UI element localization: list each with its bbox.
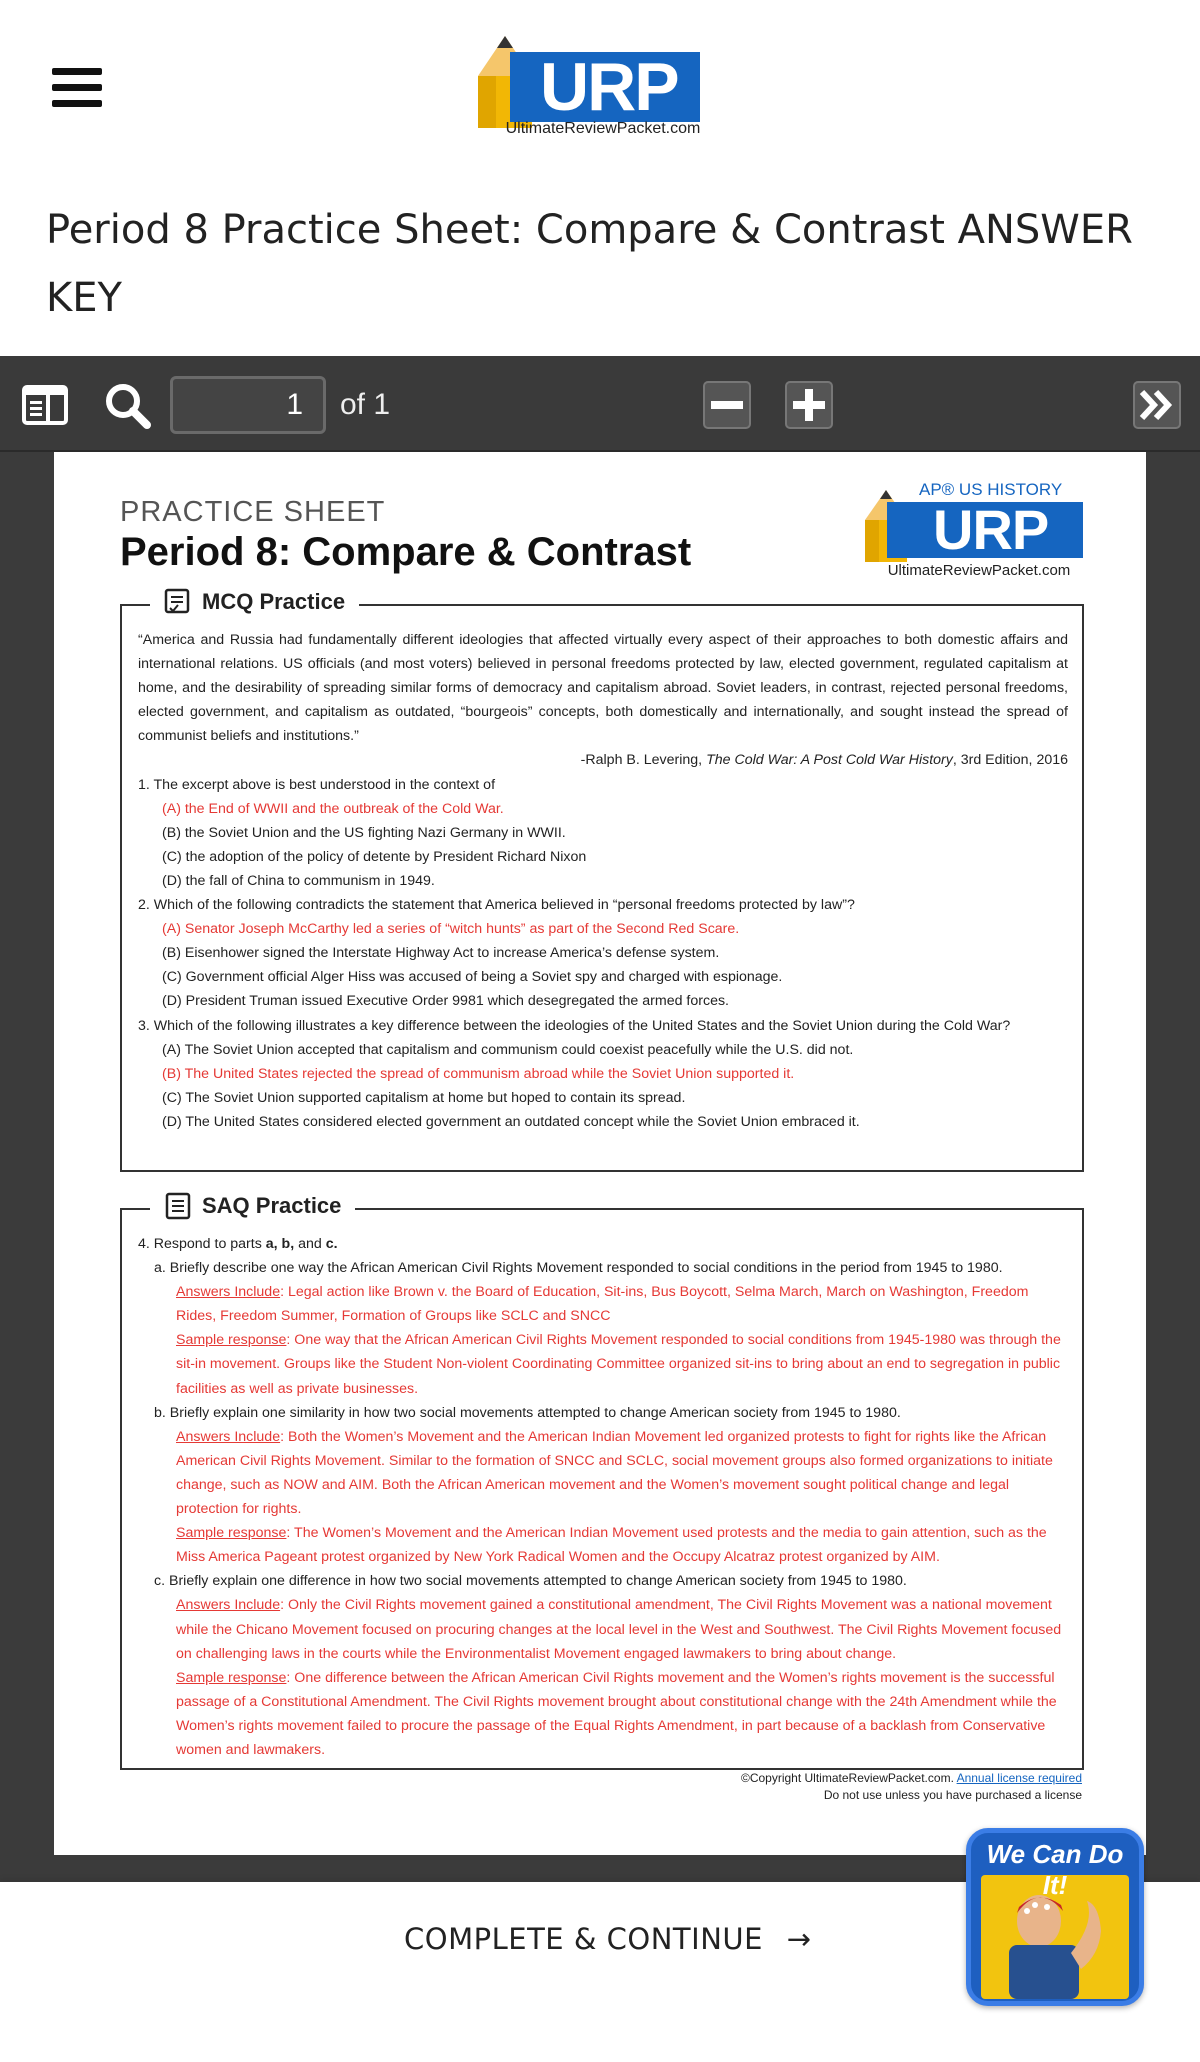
mcq-heading [150,588,359,616]
source-citation: -Ralph B. Levering, The Cold War: A Post Cold War History, 3rd Edition, 2016 [580,752,1068,769]
saq-section [120,1193,1084,1770]
sidebar-toggle-icon[interactable] [18,378,72,432]
menu-icon[interactable] [52,68,102,108]
logo-wordmark: URP [510,52,700,122]
pdf-page [54,452,1146,1855]
saq-part-c: c. Briefly explain one difference in how two social movements attempted to change American society from 1945 to 1980. [154,1573,907,1590]
answer-option: (D) The United States considered elected government an outdated concept while the Soviet Union embraced it. [162,1113,860,1130]
arrow-right-icon: → [786,1922,812,1956]
answer-option: (A) the End of WWII and the outbreak of the Cold War. [162,800,504,817]
answer-option: (D) President Truman issued Executive Order 9981 which desegregated the armed forces. [162,993,729,1010]
saq-part-b: b. Briefly explain one similarity in how two social movements attempted to change American society from 1945 to 1980. [154,1404,901,1421]
answer-option: (C) The Soviet Union supported capitalism at home but hoped to contain its spread. [162,1089,686,1106]
saq-body [138,1232,1068,1762]
saq-part-a: a. Briefly describe one way the African American Civil Rights Movement responded to social conditions in the period from 1945 to 1980. [154,1260,1003,1277]
document-title: Period 8: Compare & Contrast [120,530,692,574]
answer-option: (C) the adoption of the policy of detente by President Richard Nixon [162,848,587,865]
document-logo-url: UltimateReviewPacket.com [887,562,1071,579]
pdf-toolbar [0,356,1200,452]
copyright-notice: ©Copyright UltimateReviewPacket.com. Annual license required Do not use unless you have purchased a license [740,1771,1082,1802]
tools-expand-icon[interactable] [1130,378,1184,432]
complete-and-continue-button[interactable]: COMPLETE & CONTINUE → [404,1922,812,1956]
saq-heading [150,1192,355,1220]
badge-label: We Can Do It! [986,1839,1124,1900]
checklist-icon [164,588,192,616]
zoom-out-icon[interactable] [700,378,754,432]
saq-heading-label: SAQ Practice [202,1193,342,1218]
answer-option: (A) Senator Joseph McCarthy led a series of “witch hunts” as part of the Second Red Scare. [162,921,740,938]
source-quote: “America and Russia had fundamentally different ideologies that affected virtually every aspect of their approaches to both domestic affairs and international relations. US officials (and most voters) believed in personal freedoms protected by law, elected government, regulated capitalism at home, and the desirability of spreading similar forms of democracy and capitalism abroad. Soviet leaders, in contrast, rejected personal freedoms, elected government, and capitalism as outdated, “bourgeois” concepts, both domestically and internationally, and sought instead the spread of communist beliefs and institutions.” [138,632,1068,745]
sample-response: Sample response: One way that the African American Civil Rights Movement responded to social conditions from 1945-1980 was through the sit-in movement. Groups like the Student Non-violent Coordinating Committee organized sit-ins to bring about an end to segregation in public facilities as well as private businesses. [176,1332,1061,1397]
answers-include: Answers Include: Legal action like Brown v. the Board of Education, Sit-ins, Bus Boycott, Selma March, March on Washington, Freedom Rides, Freedom Summer, Formation of Groups like SCLC and SNCC [176,1284,1029,1325]
answer-option: (B) Eisenhower signed the Interstate Highway Act to increase America’s defense system. [162,945,720,962]
question-4: 4. Respond to parts a, b, and c. [138,1236,338,1252]
answer-option: (D) the fall of China to communism in 1949. [162,872,435,889]
pdf-viewer[interactable] [0,452,1200,1882]
license-link[interactable]: Annual license required [956,1771,1082,1785]
mcq-body [138,628,1068,1134]
answer-option: (A) The Soviet Union accepted that capitalism and communism could coexist peacefully while the U.S. did not. [162,1041,854,1058]
logo-url: UltimateReviewPacket.com [505,120,701,137]
page-number-input[interactable]: 1 [170,376,326,434]
site-logo[interactable] [470,36,732,142]
mcq-section [120,589,1084,1172]
document-logo-ap: AP® US HISTORY [919,480,1063,499]
question-1: 1. The excerpt above is best understood in the context of [138,776,496,793]
we-can-do-it-badge[interactable] [966,1828,1144,2006]
question-3: 3. Which of the following illustrates a key difference between the ideologies of the United States and the Soviet Union during the Cold War? [138,1017,1011,1034]
document-kicker: PRACTICE SHEET [120,496,386,528]
question-2: 2. Which of the following contradicts the statement that America believed in “personal freedoms protected by law”? [138,897,855,914]
document-logo-wordmark: URP [887,502,1083,558]
answers-include: Answers Include: Both the Women’s Movement and the American Indian Movement led organized protests to fight for rights like the African American Civil Rights Movement. Similar to the formation of SNCC and SCLC, social movement groups also formed organizations to initiate change, such as NOW and AIM. Both the African American movement and the Women’s movement sought political change and legal protection for rights. [176,1428,1053,1518]
answer-option: (B) The United States rejected the spread of communism abroad while the Soviet Union supported it. [162,1065,795,1082]
zoom-in-icon[interactable] [782,378,836,432]
answer-option: (B) the Soviet Union and the US fighting Nazi Germany in WWII. [162,824,566,841]
document-logo [859,480,1089,580]
page-title: Period 8 Practice Sheet: Compare & Contrast ANSWER KEY [46,207,1133,321]
document-icon [164,1192,192,1220]
search-icon[interactable] [100,378,154,432]
sample-response: Sample response: The Women’s Movement and the American Indian Movement used protests and the media to gain attention, such as the Miss America Pageant protest organized by New York Radical Women and the Occupy Alcatraz protest organized by AIM. [176,1525,1047,1566]
site-header [0,0,1200,321]
mcq-heading-label: MCQ Practice [202,589,346,614]
sample-response: Sample response: One difference between the African American Civil Rights movement and the Women’s rights movement is the successful passage of a Constitutional Amendment. The Civil Rights movement brought about constitutional change with the 24th Amendment while the Women’s rights movement failed to procure the passage of the Equal Rights Amendment, in part because of a backlash from Conservative women and lawmakers. [176,1669,1057,1758]
answer-option: (C) Government official Alger Hiss was accused of being a Soviet spy and charged with espionage. [162,969,783,986]
page-count: of 1 [340,388,391,421]
answers-include: Answers Include: Only the Civil Rights movement gained a constitutional amendment, The Civil Rights Movement was a national movement while the Chicano Movement focused on procuring changes at the local level in the West and Southwest. The Civil Rights Movement focused on challenging laws in the courts while the Environmentalist Movement engaged lawmakers to bring about change. [176,1597,1062,1662]
